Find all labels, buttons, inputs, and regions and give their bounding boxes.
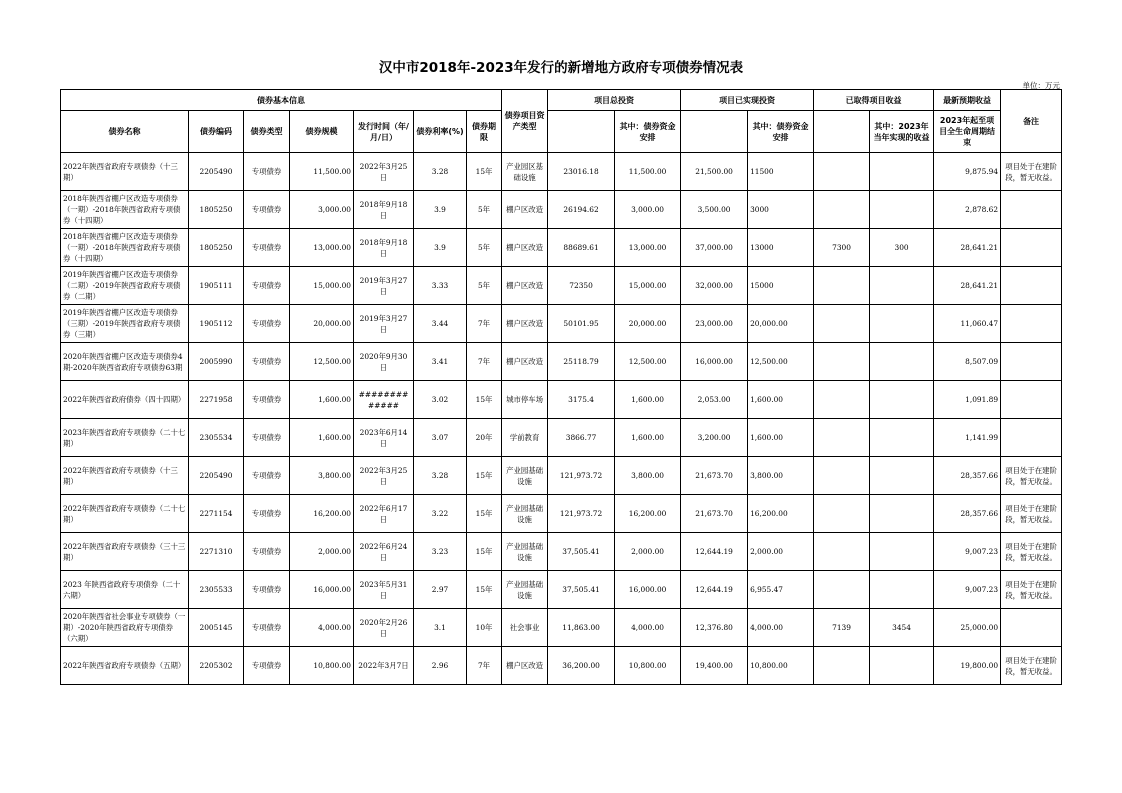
bond-code-cell: 1805250 (189, 229, 244, 267)
realized-invest-cell: 3,500.00 (681, 191, 748, 229)
rate-cell: 3.22 (414, 495, 467, 533)
bond-code-cell: 2305533 (189, 571, 244, 609)
asset-type-cell: 棚户区改造 (502, 191, 548, 229)
realized-invest-cell: 21,673.70 (681, 457, 748, 495)
bond-scale-cell: 13,000.00 (290, 229, 354, 267)
bond-name-cell: 2018年陕西省棚户区改造专项债券（一期）-2018年陕西省政府专项债券（十四期） (61, 191, 189, 229)
term-cell: 5年 (467, 229, 502, 267)
table-row (61, 419, 1062, 457)
issue-date-cell: 2022年3月25日 (354, 457, 414, 495)
remarks-cell: 项目处于在建阶段，暂无收益。 (1001, 495, 1062, 533)
issue-date-cell: 2019年3月27日 (354, 267, 414, 305)
total-invest-bond-cell: 15,000.00 (615, 267, 681, 305)
bond-scale-cell: 3,000.00 (290, 191, 354, 229)
realized-invest-bond-cell: 15000 (748, 267, 814, 305)
header-total-invest-total (548, 111, 615, 153)
income-cell (814, 571, 870, 609)
income-cell (814, 533, 870, 571)
income-2023-cell (870, 191, 934, 229)
realized-invest-bond-cell: 3000 (748, 191, 814, 229)
issue-date-cell: 2022年6月24日 (354, 533, 414, 571)
total-invest-cell: 121,973.72 (548, 457, 615, 495)
term-cell: 15年 (467, 457, 502, 495)
bond-type-cell: 专项债券 (244, 267, 290, 305)
table-row (61, 609, 1062, 647)
realized-invest-bond-cell: 6,955.47 (748, 571, 814, 609)
table-row (61, 229, 1062, 267)
total-invest-cell: 50101.95 (548, 305, 615, 343)
bond-name-cell: 2022年陕西省政府专项债券（二十七期） (61, 495, 189, 533)
total-invest-bond-cell: 20,000.00 (615, 305, 681, 343)
total-invest-cell: 23016.18 (548, 153, 615, 191)
expected-income-cell: 8,507.09 (934, 343, 1001, 381)
bond-type-cell: 专项债券 (244, 647, 290, 685)
bond-code-cell: 1805250 (189, 191, 244, 229)
total-invest-bond-cell: 1,600.00 (615, 381, 681, 419)
header-asset-type: 债券项目资产类型 (502, 90, 548, 153)
bond-scale-cell: 11,500.00 (290, 153, 354, 191)
issue-date-cell: 2018年9月18日 (354, 229, 414, 267)
issue-date-cell: 2020年2月26日 (354, 609, 414, 647)
realized-invest-bond-cell: 4,000.00 (748, 609, 814, 647)
realized-invest-bond-cell: 3,800.00 (748, 457, 814, 495)
income-2023-cell (870, 381, 934, 419)
remarks-cell (1001, 191, 1062, 229)
asset-type-cell: 棚户区改造 (502, 343, 548, 381)
realized-invest-bond-cell: 1,600.00 (748, 419, 814, 457)
realized-invest-bond-cell: 20,000.00 (748, 305, 814, 343)
header-term: 债券期限 (467, 111, 502, 153)
rate-cell: 3.07 (414, 419, 467, 457)
rate-cell: 3.41 (414, 343, 467, 381)
expected-income-cell: 9,007.23 (934, 571, 1001, 609)
bond-name-cell: 2022年陕西省政府专项债券（十三期） (61, 457, 189, 495)
bond-type-cell: 专项债券 (244, 305, 290, 343)
term-cell: 10年 (467, 609, 502, 647)
bond-scale-cell: 20,000.00 (290, 305, 354, 343)
asset-type-cell: 产业园基础设施 (502, 457, 548, 495)
bond-name-cell: 2023 年陕西省政府专项债券（二十六期） (61, 571, 189, 609)
realized-invest-cell: 19,400.00 (681, 647, 748, 685)
remarks-cell (1001, 267, 1062, 305)
income-2023-cell (870, 343, 934, 381)
income-cell (814, 495, 870, 533)
asset-type-cell: 棚户区改造 (502, 229, 548, 267)
term-cell: 5年 (467, 267, 502, 305)
header-realized-invest-bond: 其中：债券资金安排 (748, 111, 814, 153)
expected-income-cell: 19,800.00 (934, 647, 1001, 685)
income-2023-cell (870, 419, 934, 457)
header-income-2023: 其中：2023年当年实现的收益 (870, 111, 934, 153)
remarks-cell (1001, 419, 1062, 457)
header-row-1 (61, 90, 1062, 111)
rate-cell: 3.28 (414, 153, 467, 191)
income-cell (814, 647, 870, 685)
rate-cell: 3.02 (414, 381, 467, 419)
bond-name-cell: 2018年陕西省棚户区改造专项债券（一期）-2018年陕西省政府专项债券（十四期） (61, 229, 189, 267)
total-invest-cell: 3175.4 (548, 381, 615, 419)
bond-type-cell: 专项债券 (244, 343, 290, 381)
page-title: 汉中市2018年-2023年发行的新增地方政府专项债券情况表 (378, 60, 744, 76)
expected-income-cell: 28,641.21 (934, 267, 1001, 305)
bond-type-cell: 专项债券 (244, 609, 290, 647)
table-row (61, 267, 1062, 305)
asset-type-cell: 学前教育 (502, 419, 548, 457)
term-cell: 15年 (467, 153, 502, 191)
expected-income-cell: 9,875.94 (934, 153, 1001, 191)
expected-income-cell: 28,641.21 (934, 229, 1001, 267)
income-2023-cell (870, 533, 934, 571)
income-2023-cell (870, 153, 934, 191)
header-basic-info: 债券基本信息 (61, 90, 502, 111)
expected-income-cell: 11,060.47 (934, 305, 1001, 343)
header-income-obtained: 已取得项目收益 (814, 90, 934, 111)
total-invest-cell: 25118.79 (548, 343, 615, 381)
table-row (61, 571, 1062, 609)
bond-code-cell: 2005990 (189, 343, 244, 381)
issue-date-cell: 2019年3月27日 (354, 305, 414, 343)
total-invest-bond-cell: 2,000.00 (615, 533, 681, 571)
income-cell: 7300 (814, 229, 870, 267)
remarks-cell: 项目处于在建阶段，暂无收益。 (1001, 571, 1062, 609)
term-cell: 15年 (467, 495, 502, 533)
bond-type-cell: 专项债券 (244, 419, 290, 457)
issue-date-cell: 2020年9月30日 (354, 343, 414, 381)
table-row (61, 533, 1062, 571)
bond-name-cell: 2022年陕西省政府专项债券（三十三期） (61, 533, 189, 571)
expected-income-cell: 28,357.66 (934, 495, 1001, 533)
income-cell (814, 191, 870, 229)
remarks-cell (1001, 343, 1062, 381)
total-invest-cell: 72350 (548, 267, 615, 305)
term-cell: 7年 (467, 647, 502, 685)
asset-type-cell: 产业园基础设施 (502, 571, 548, 609)
header-total-invest-bond: 其中：债券资金安排 (615, 111, 681, 153)
term-cell: 5年 (467, 191, 502, 229)
bond-code-cell: 1905111 (189, 267, 244, 305)
header-income-total (814, 111, 870, 153)
bond-type-cell: 专项债券 (244, 191, 290, 229)
term-cell: 15年 (467, 571, 502, 609)
bond-scale-cell: 1,600.00 (290, 419, 354, 457)
bond-scale-cell: 3,800.00 (290, 457, 354, 495)
issue-date-cell: 2022年3月7日 (354, 647, 414, 685)
total-invest-bond-cell: 11,500.00 (615, 153, 681, 191)
asset-type-cell: 社会事业 (502, 609, 548, 647)
header-issue-date: 发行时间（年/月/日） (354, 111, 414, 153)
bond-code-cell: 2205490 (189, 457, 244, 495)
bond-type-cell: 专项债券 (244, 495, 290, 533)
bond-code-cell: 2205490 (189, 153, 244, 191)
asset-type-cell: 棚户区改造 (502, 267, 548, 305)
bond-name-cell: 2022年陕西省政府债券（四十四期） (61, 381, 189, 419)
income-cell (814, 153, 870, 191)
total-invest-bond-cell: 1,600.00 (615, 419, 681, 457)
bond-name-cell: 2022年陕西省政府专项债券（五期） (61, 647, 189, 685)
bond-code-cell: 2005145 (189, 609, 244, 647)
asset-type-cell: 产业园基础设施 (502, 533, 548, 571)
asset-type-cell: 棚户区改造 (502, 305, 548, 343)
remarks-cell: 项目处于在建阶段，暂无收益。 (1001, 153, 1062, 191)
realized-invest-bond-cell: 13000 (748, 229, 814, 267)
total-invest-bond-cell: 3,800.00 (615, 457, 681, 495)
remarks-cell (1001, 381, 1062, 419)
rate-cell: 2.97 (414, 571, 467, 609)
bond-scale-cell: 15,000.00 (290, 267, 354, 305)
bond-scale-cell: 16,000.00 (290, 571, 354, 609)
total-invest-cell: 37,505.41 (548, 571, 615, 609)
remarks-cell: 项目处于在建阶段，暂无收益。 (1001, 533, 1062, 571)
bond-name-cell: 2019年陕西省棚户区改造专项债券（二期）-2019年陕西省政府专项债券（二期） (61, 267, 189, 305)
bond-scale-cell: 10,800.00 (290, 647, 354, 685)
table-row (61, 153, 1062, 191)
realized-invest-cell: 12,644.19 (681, 533, 748, 571)
bond-code-cell: 2271958 (189, 381, 244, 419)
remarks-cell (1001, 609, 1062, 647)
income-2023-cell: 300 (870, 229, 934, 267)
bond-scale-cell: 16,200.00 (290, 495, 354, 533)
rate-cell: 3.9 (414, 229, 467, 267)
table-row (61, 495, 1062, 533)
table-row (61, 191, 1062, 229)
remarks-cell (1001, 305, 1062, 343)
asset-type-cell: 产业园基础设施 (502, 495, 548, 533)
issue-date-cell: 2023年6月14日 (354, 419, 414, 457)
table-row (61, 343, 1062, 381)
header-rate: 债券利率(%) (414, 111, 467, 153)
bond-code-cell: 2205302 (189, 647, 244, 685)
income-2023-cell (870, 267, 934, 305)
realized-invest-cell: 16,000.00 (681, 343, 748, 381)
realized-invest-bond-cell: 10,800.00 (748, 647, 814, 685)
rate-cell: 3.1 (414, 609, 467, 647)
bond-type-cell: 专项债券 (244, 229, 290, 267)
bond-name-cell: 2020年陕西省社会事业专项债券（一期）-2020年陕西省政府专项债券（六期） (61, 609, 189, 647)
realized-invest-bond-cell: 11500 (748, 153, 814, 191)
table-row (61, 647, 1062, 685)
issue-date-cell: 2023年5月31日 (354, 571, 414, 609)
expected-income-cell: 1,091.89 (934, 381, 1001, 419)
income-cell (814, 381, 870, 419)
realized-invest-cell: 12,644.19 (681, 571, 748, 609)
header-expected-income: 最新预期收益 (934, 90, 1001, 111)
remarks-cell (1001, 229, 1062, 267)
income-cell: 7139 (814, 609, 870, 647)
income-cell (814, 267, 870, 305)
bond-name-cell: 2023年陕西省政府专项债券（二十七期） (61, 419, 189, 457)
realized-invest-bond-cell: 2,000.00 (748, 533, 814, 571)
bond-code-cell: 2271154 (189, 495, 244, 533)
income-cell (814, 457, 870, 495)
realized-invest-cell: 2,053.00 (681, 381, 748, 419)
term-cell: 20年 (467, 419, 502, 457)
bond-type-cell: 专项债券 (244, 457, 290, 495)
issue-date-cell: ############# (354, 381, 414, 419)
realized-invest-bond-cell: 16,200.00 (748, 495, 814, 533)
asset-type-cell: 城市停车场 (502, 381, 548, 419)
realized-invest-cell: 3,200.00 (681, 419, 748, 457)
bond-type-cell: 专项债券 (244, 153, 290, 191)
table-row (61, 305, 1062, 343)
bond-table (60, 89, 1062, 685)
rate-cell: 2.96 (414, 647, 467, 685)
table-body (61, 153, 1062, 685)
table-row (61, 381, 1062, 419)
income-cell (814, 419, 870, 457)
realized-invest-bond-cell: 1,600.00 (748, 381, 814, 419)
expected-income-cell: 9,007.23 (934, 533, 1001, 571)
total-invest-bond-cell: 13,000.00 (615, 229, 681, 267)
income-cell (814, 343, 870, 381)
bond-scale-cell: 2,000.00 (290, 533, 354, 571)
issue-date-cell: 2018年9月18日 (354, 191, 414, 229)
realized-invest-cell: 21,500.00 (681, 153, 748, 191)
issue-date-cell: 2022年3月25日 (354, 153, 414, 191)
total-invest-bond-cell: 16,200.00 (615, 495, 681, 533)
total-invest-cell: 36,200.00 (548, 647, 615, 685)
total-invest-cell: 88689.61 (548, 229, 615, 267)
expected-income-cell: 25,000.00 (934, 609, 1001, 647)
total-invest-bond-cell: 12,500.00 (615, 343, 681, 381)
realized-invest-cell: 21,673.70 (681, 495, 748, 533)
total-invest-cell: 26194.62 (548, 191, 615, 229)
term-cell: 7年 (467, 305, 502, 343)
bond-type-cell: 专项债券 (244, 571, 290, 609)
total-invest-cell: 121,973.72 (548, 495, 615, 533)
bond-scale-cell: 12,500.00 (290, 343, 354, 381)
bond-code-cell: 1905112 (189, 305, 244, 343)
rate-cell: 3.9 (414, 191, 467, 229)
bond-scale-cell: 1,600.00 (290, 381, 354, 419)
remarks-cell: 项目处于在建阶段，暂无收益。 (1001, 647, 1062, 685)
realized-invest-cell: 23,000.00 (681, 305, 748, 343)
income-2023-cell (870, 647, 934, 685)
remarks-cell: 项目处于在建阶段，暂无收益。 (1001, 457, 1062, 495)
rate-cell: 3.28 (414, 457, 467, 495)
asset-type-cell: 棚户区改造 (502, 647, 548, 685)
rate-cell: 3.33 (414, 267, 467, 305)
rate-cell: 3.23 (414, 533, 467, 571)
header-bond-scale: 债券规模 (290, 111, 354, 153)
realized-invest-cell: 12,376.80 (681, 609, 748, 647)
expected-income-cell: 1,141.99 (934, 419, 1001, 457)
term-cell: 15年 (467, 381, 502, 419)
income-2023-cell (870, 571, 934, 609)
total-invest-cell: 37,505.41 (548, 533, 615, 571)
realized-invest-cell: 37,000.00 (681, 229, 748, 267)
bond-name-cell: 2020年陕西省棚户区改造专项债券4期-2020年陕西省政府专项债券63期 (61, 343, 189, 381)
income-2023-cell (870, 305, 934, 343)
bond-code-cell: 2305534 (189, 419, 244, 457)
total-invest-bond-cell: 16,000.00 (615, 571, 681, 609)
total-invest-cell: 3866.77 (548, 419, 615, 457)
bond-code-cell: 2271310 (189, 533, 244, 571)
header-total-invest: 项目总投资 (548, 90, 681, 111)
bond-type-cell: 专项债券 (244, 381, 290, 419)
term-cell: 15年 (467, 533, 502, 571)
table-row (61, 457, 1062, 495)
bond-type-cell: 专项债券 (244, 533, 290, 571)
asset-type-cell: 产业园区基础设施 (502, 153, 548, 191)
realized-invest-cell: 32,000.00 (681, 267, 748, 305)
header-bond-type: 债券类型 (244, 111, 290, 153)
term-cell: 7年 (467, 343, 502, 381)
header-bond-name: 债券名称 (61, 111, 189, 153)
unit-label: 单位：万元 (1022, 81, 1060, 90)
rate-cell: 3.44 (414, 305, 467, 343)
header-bond-code: 债券编码 (189, 111, 244, 153)
expected-income-cell: 28,357.66 (934, 457, 1001, 495)
total-invest-bond-cell: 3,000.00 (615, 191, 681, 229)
income-2023-cell (870, 457, 934, 495)
header-expected-2023: 2023年起至项目全生命周期结束 (934, 111, 1001, 153)
issue-date-cell: 2022年6月17日 (354, 495, 414, 533)
header-realized-invest-total (681, 111, 748, 153)
income-2023-cell (870, 495, 934, 533)
income-cell (814, 305, 870, 343)
income-2023-cell: 3454 (870, 609, 934, 647)
header-realized-invest: 项目已实现投资 (681, 90, 814, 111)
total-invest-bond-cell: 10,800.00 (615, 647, 681, 685)
bond-scale-cell: 4,000.00 (290, 609, 354, 647)
bond-name-cell: 2022年陕西省政府专项债券（十三期） (61, 153, 189, 191)
total-invest-bond-cell: 4,000.00 (615, 609, 681, 647)
bond-name-cell: 2019年陕西省棚户区改造专项债券（三期）-2019年陕西省政府专项债券（三期） (61, 305, 189, 343)
expected-income-cell: 2,878.62 (934, 191, 1001, 229)
realized-invest-bond-cell: 12,500.00 (748, 343, 814, 381)
header-remarks: 备注 (1001, 90, 1062, 153)
total-invest-cell: 11,863.00 (548, 609, 615, 647)
